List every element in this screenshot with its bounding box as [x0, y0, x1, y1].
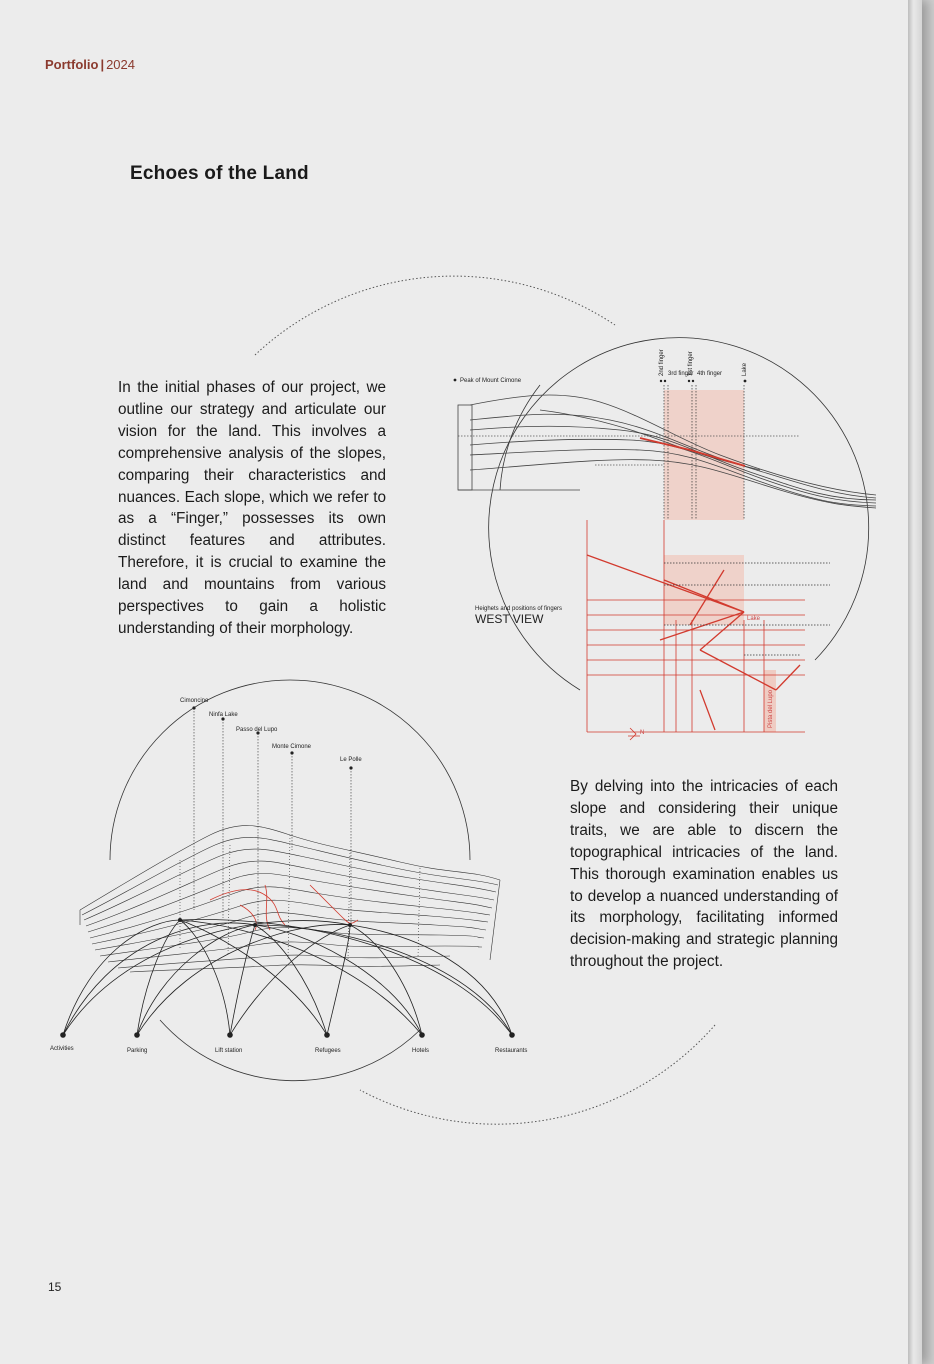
finger-label-1st: 1st finger	[688, 351, 694, 376]
finger-label-3rd: 3rd finger	[668, 371, 694, 377]
place-label-passo-del-lupo: Passo del Lupo	[236, 727, 278, 733]
header-label: Portfolio	[45, 57, 99, 72]
red-label-pista: Pista del Lupo	[768, 689, 774, 728]
facility-label-hotels: Hotels	[412, 1048, 430, 1054]
place-label-ninfa-lake: Ninfa Lake	[209, 712, 238, 718]
body-paragraph-1: In the initial phases of our project, we outline our strategy and articulate our vision for the land. This involves a comprehensive analysis of the slopes, comparing their characteristics and nuances. Each slope, which we refer to as a “Finger,” possesses its own distinct features and attributes. Therefore, it is crucial to examine the land and mountains from various perspectives to gain a holistic understanding of their morphology.	[118, 379, 386, 637]
finger-label-2nd: 2nd finger	[659, 349, 665, 376]
place-label-cimoncino: Cimoncino	[180, 698, 209, 704]
finger-label-lake: Lake	[742, 362, 748, 376]
facility-label-lift-station: Lift station	[215, 1048, 243, 1054]
page-title: Echoes of the Land	[130, 163, 309, 184]
body-paragraph-2: By delving into the intricacies of each slope and considering their unique traits, we are able to discern the topographical intricacies of the land. This thorough examination enables us to develop a nuanced understanding of its morphology, facilitating informed decision-making and strategic planning throughout the project.	[570, 778, 838, 971]
peak-label: Peak of Mount Cimone	[460, 378, 522, 384]
west-view-caption-small: Heighets and positions of fingers	[475, 606, 563, 612]
place-label-le-polle: Le Polle	[340, 757, 362, 763]
finger-label-4th: 4th finger	[697, 371, 723, 377]
page-number: 15	[48, 1280, 62, 1294]
facility-label-restaurants: Restaurants	[495, 1048, 528, 1054]
facility-label-activities: Activities	[50, 1046, 74, 1052]
west-view-caption: WEST VIEW	[475, 612, 544, 626]
header-year: 2024	[106, 57, 135, 72]
north-mark: N	[640, 730, 645, 736]
red-label-lake: Lake	[747, 616, 761, 622]
place-label-monte-cimone: Monte Cimone	[272, 744, 312, 750]
facility-label-refugees: Refugees	[315, 1048, 341, 1054]
facility-label-parking: Parking	[127, 1048, 148, 1054]
header-separator: |	[100, 57, 105, 72]
